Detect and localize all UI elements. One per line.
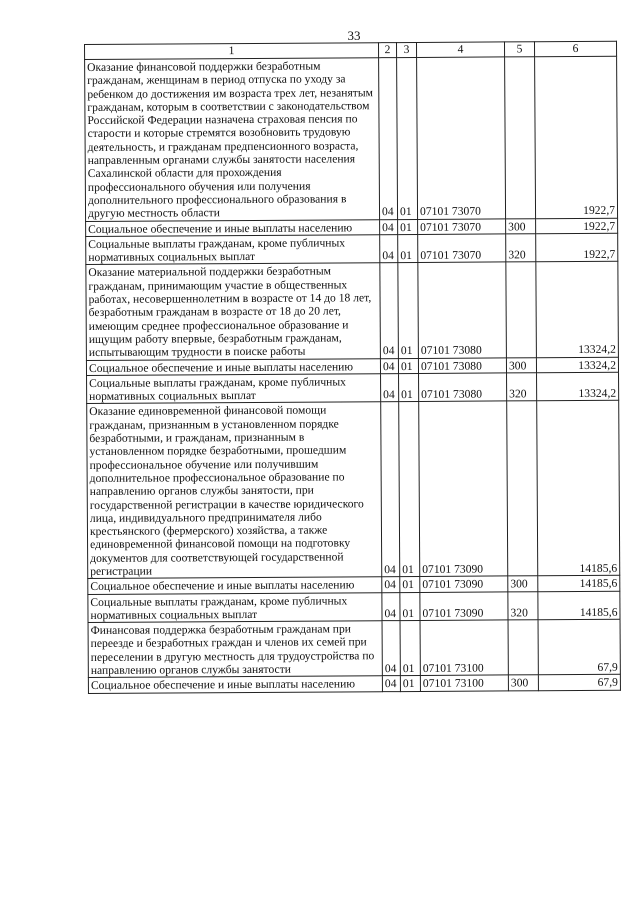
- budget-table: [84, 41, 621, 694]
- row-expense-type-code: 300: [506, 357, 536, 372]
- row-subsection-code: 01: [397, 57, 418, 219]
- column-header-4: 4: [416, 42, 504, 58]
- row-subsection-code: 01: [400, 621, 420, 676]
- row-subsection-code: 01: [399, 373, 419, 402]
- row-section-code: 04: [381, 373, 399, 402]
- row-description: Социальное обеспечение и иные выплаты населению: [86, 358, 380, 375]
- row-target-article-code: 07101 73080: [418, 357, 506, 373]
- page-number: 33: [347, 28, 361, 43]
- row-section-code: 04: [380, 263, 399, 358]
- row-expense-type-code: 320: [506, 234, 536, 263]
- row-section-code: 04: [379, 58, 398, 220]
- row-section-code: 04: [381, 402, 400, 577]
- row-description: Социальные выплаты гражданам, кроме публичных нормативных социальных выплат: [87, 374, 381, 404]
- table-row: [86, 262, 619, 360]
- row-section-code: 04: [382, 621, 400, 676]
- row-expense-type-code: 320: [507, 373, 537, 402]
- row-description: Социальное обеспечение и иные выплаты населению: [88, 577, 382, 594]
- row-expense-type-code: 320: [508, 591, 538, 620]
- row-target-article-code: 07101 73090: [420, 576, 508, 592]
- row-target-article-code: 07101 73070: [418, 234, 506, 263]
- row-description: Оказание финансовой поддержки безработным гражданам, женщинам в период отпуска по уходу за ребенком до достижения им возраста трех лет, незанятым гражданам, которым в соответствии с законодательством Российской Федерации назначена страховая пенсия по старости и которые стремятся возобновить трудовую деятельность, и гражданам предпенсионного возраста, направленным органами службы занятости населения Сахалинской области для прохождения профессионального обучения или получения дополнительного профессионального образования в другую местность области: [85, 58, 380, 221]
- row-section-code: 04: [382, 592, 400, 621]
- row-subsection-code: 01: [398, 219, 418, 234]
- row-expense-type-code: 300: [508, 576, 538, 591]
- row-description: Оказание единовременной финансовой помощи гражданам, признанным в установленном порядке безработными, и гражданам, признанным в установленном порядке безработными, прошедшим профессиональное обучение или получившим дополнительное профессиональное образование по направлению органов службы занятости, при государственной регистрации в качестве юридического лица, индивидуального предпринимателя либо крестьянского (фермерского) хозяйства, а также единовременной финансовой помощи на подготовку документов для соответствующей государственной регистрации: [87, 402, 382, 579]
- row-target-article-code: 07101 73090: [420, 591, 508, 620]
- column-header-5: 5: [504, 42, 534, 57]
- row-expense-type-code: 300: [508, 675, 538, 690]
- column-header-2: 2: [378, 43, 396, 58]
- row-amount: 1922,7: [535, 56, 618, 218]
- table-row: [88, 591, 620, 623]
- row-section-code: 04: [380, 358, 398, 373]
- table-row: [86, 233, 618, 265]
- row-section-code: 04: [382, 577, 400, 592]
- row-amount: 13324,2: [536, 262, 619, 358]
- row-amount: 14185,6: [537, 401, 620, 576]
- row-subsection-code: 01: [399, 402, 420, 577]
- row-subsection-code: 01: [400, 592, 420, 621]
- row-amount: 14185,6: [538, 591, 620, 620]
- row-section-code: 04: [380, 219, 398, 234]
- column-header-6: 6: [534, 41, 616, 57]
- row-description: Социальные выплаты гражданам, кроме публичных нормативных социальных выплат: [88, 592, 382, 622]
- row-description: Оказание материальной поддержки безработным гражданам, принимающим участие в общественных работах, несовершеннолетним в возрасте от 14 до 18 лет, безработным гражданам в возрасте от 18 до 20 лет, имеющим среднее профессиональное образование и ищущим работу впервые, безработным гражданам, испытывающим трудности в поиске работы: [86, 263, 381, 360]
- row-amount: 14185,6: [538, 576, 620, 592]
- row-target-article-code: 07101 73100: [420, 675, 508, 691]
- row-amount: 13324,2: [537, 372, 619, 401]
- row-target-article-code: 07101 73100: [420, 620, 508, 676]
- row-section-code: 04: [380, 234, 398, 263]
- row-amount: 67,9: [538, 675, 620, 691]
- row-description: Социальные выплаты гражданам, кроме публичных нормативных социальных выплат: [86, 235, 380, 265]
- row-subsection-code: 01: [398, 263, 419, 358]
- row-description: Финансовая поддержка безработным гражданам при переезде и безработных граждан и членов их семей при переселении в другую местность для трудоустройства по направлению органов службы занятости: [88, 621, 382, 678]
- row-description: Социальное обеспечение и иные выплаты населению: [86, 219, 380, 236]
- row-subsection-code: 01: [398, 234, 418, 263]
- row-expense-type-code: 300: [506, 218, 536, 233]
- table-row: [85, 56, 618, 221]
- row-target-article-code: 07101 73070: [417, 57, 506, 219]
- row-target-article-code: 07101 73090: [419, 401, 508, 576]
- row-section-code: 04: [382, 676, 400, 691]
- row-target-article-code: 07101 73080: [418, 262, 507, 358]
- table-row: [87, 372, 619, 404]
- table-row: [87, 401, 620, 579]
- row-expense-type-code: [508, 620, 538, 675]
- row-target-article-code: 07101 73080: [419, 373, 507, 402]
- row-subsection-code: 01: [400, 676, 420, 691]
- column-header-1: 1: [85, 43, 379, 60]
- table-row: [88, 619, 620, 677]
- row-amount: 13324,2: [536, 357, 618, 373]
- row-subsection-code: 01: [400, 577, 420, 592]
- row-expense-type-code: [506, 262, 537, 357]
- row-amount: 1922,7: [536, 233, 618, 262]
- table-row: [88, 675, 620, 694]
- row-expense-type-code: [507, 401, 538, 576]
- row-amount: 67,9: [538, 619, 620, 675]
- row-subsection-code: 01: [398, 358, 418, 373]
- row-amount: 1922,7: [536, 218, 618, 234]
- row-expense-type-code: [505, 57, 536, 219]
- row-target-article-code: 07101 73070: [418, 218, 506, 234]
- column-header-3: 3: [396, 42, 416, 57]
- row-description: Социальное обеспечение и иные выплаты населению: [88, 676, 382, 693]
